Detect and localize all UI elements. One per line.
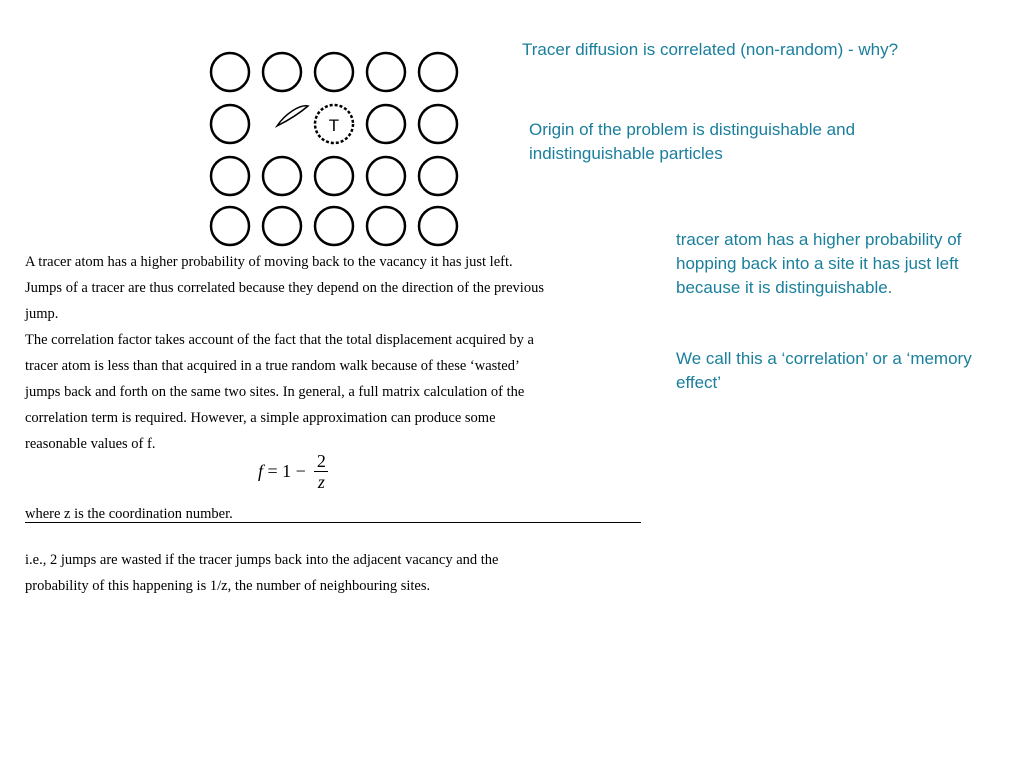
divider [25, 522, 641, 523]
atom-circle [367, 105, 405, 143]
atom-circle [263, 157, 301, 195]
atom-circle [315, 53, 353, 91]
textbook-line: jump. [25, 306, 59, 322]
atom-circle [367, 53, 405, 91]
textbook-line: reasonable values of f. [25, 436, 156, 452]
tracer-label: T [328, 116, 340, 135]
atom-circle [419, 105, 457, 143]
textbook-line: Jumps of a tracer are thus correlated because they depend on the direction of the previous [25, 280, 544, 296]
textbook-line: probability of this happening is 1/z, the number of neighbouring sites. [25, 578, 431, 594]
formula-numerator: 2 [316, 451, 326, 471]
atom-circle [367, 157, 405, 195]
atom-circle [211, 53, 249, 91]
atom-circle [419, 53, 457, 91]
textbook-line: i.e., 2 jumps are wasted if the tracer jumps back into the adjacent vacancy and the [25, 552, 499, 568]
textbook-line: jumps back and forth on the same two sites. In general, a full matrix calculation of the [25, 384, 525, 400]
atom-circle [263, 53, 301, 91]
textbook-line: where z is the coordination number. [25, 506, 233, 522]
correlation-formula [258, 451, 328, 492]
formula-denominator: z [317, 472, 325, 492]
atom-circle [211, 207, 249, 245]
atom-circle [315, 207, 353, 245]
origin-text: Origin of the problem is distinguishable and indistinguishable particles [529, 120, 856, 163]
formula-middle: = 1 − [263, 461, 311, 481]
memory-effect-note: We call this a ‘correlation’ or a ‘memory effect’ [676, 349, 972, 392]
atom-circle [211, 105, 249, 143]
jump-arrow-icon [277, 106, 308, 126]
textbook-line: The correlation factor takes account of the fact that the total displacement acquired by a [25, 332, 534, 348]
atom-circle [367, 207, 405, 245]
lattice-diagram [205, 48, 465, 248]
textbook-line: tracer atom is less than that acquired in a true random walk because of these ‘wasted’ [25, 358, 520, 374]
atom-circle [263, 207, 301, 245]
textbook-line: correlation term is required. However, a simple approximation can produce some [25, 410, 496, 426]
tracer-note: tracer atom has a higher probability of hopping back into a site it has just left because it is distinguishable. [676, 230, 962, 297]
textbook-line: A tracer atom has a higher probability of moving back to the vacancy it has just left. [25, 254, 513, 270]
atom-circle [211, 157, 249, 195]
slide-title: Tracer diffusion is correlated (non-random) - why? [522, 40, 899, 59]
formula-lhs: f [258, 461, 264, 481]
formula-fraction [314, 451, 328, 492]
atom-circle [315, 157, 353, 195]
atom-circle [419, 157, 457, 195]
atom-circle [419, 207, 457, 245]
